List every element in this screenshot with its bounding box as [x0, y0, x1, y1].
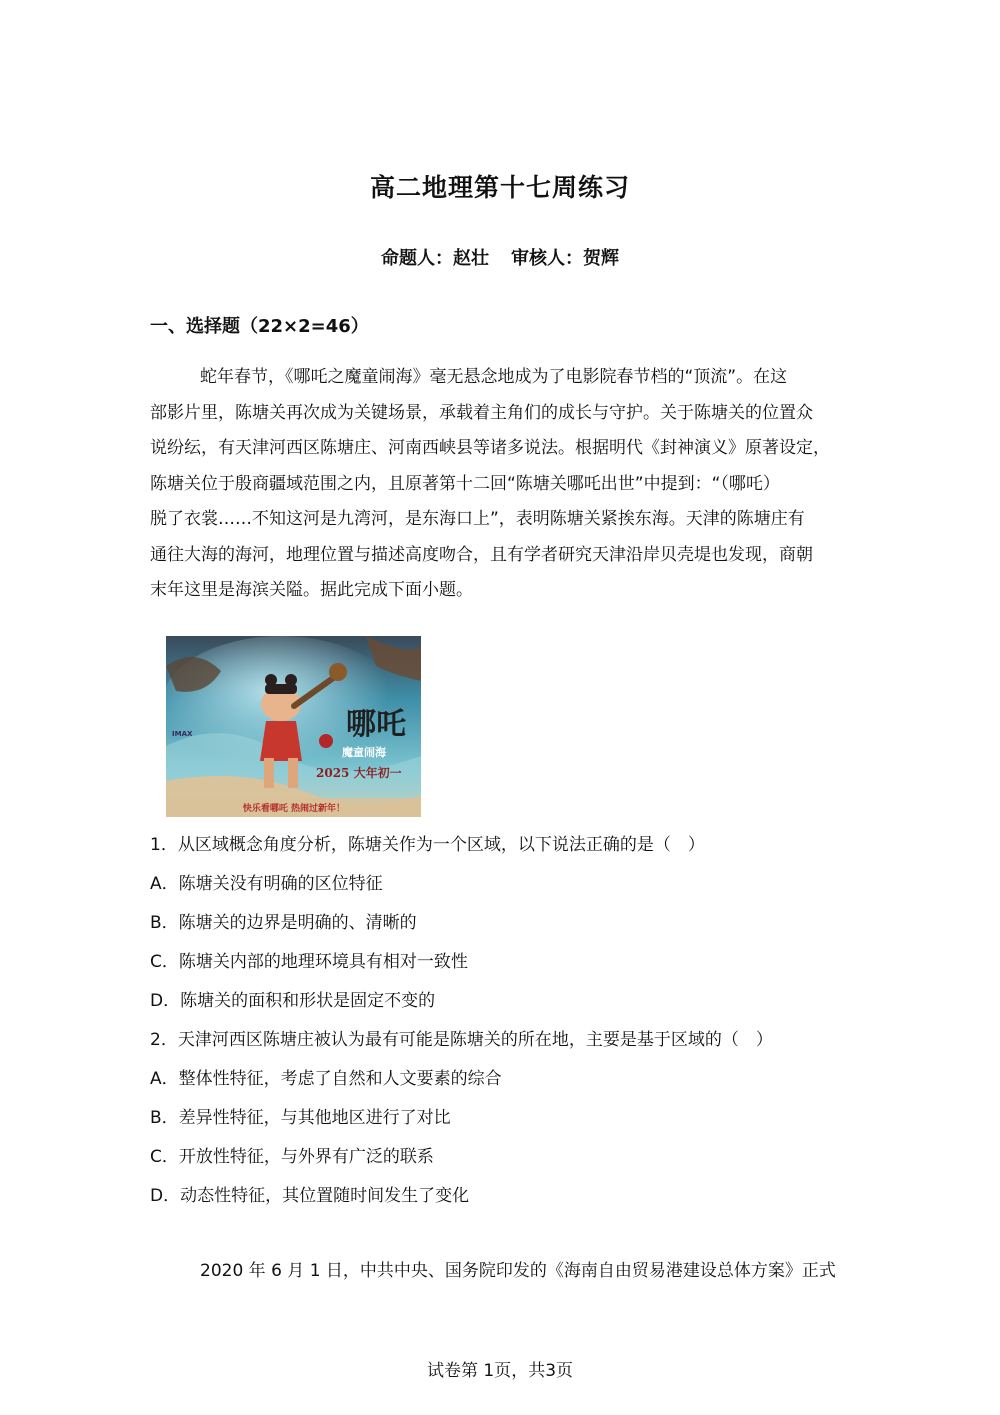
reading-passage-2: [150, 1254, 855, 1290]
question-1-option-a[interactable]: A．陈塘关没有明确的区位特征: [150, 874, 383, 894]
setter-label: 命题人：赵壮: [381, 248, 489, 269]
reading-passage: [150, 360, 855, 609]
passage-line: 末年这里是海滨关隘。据此完成下面小题。: [150, 580, 473, 600]
question-2-option-c[interactable]: C．开放性特征，与外界有广泛的联系: [150, 1147, 434, 1167]
passage-line: 2020 年 6 月 1 日，中共中央、国务院印发的《海南自由贸易港建设总体方案》正式: [200, 1261, 836, 1281]
question-1-option-c[interactable]: C．陈塘关内部的地理环境具有相对一致性: [150, 952, 468, 972]
page-title: 高二地理第十七周练习: [369, 173, 630, 202]
poster-imax-badge: IMAX: [172, 730, 193, 738]
passage-line: 脱了衣裳……不知这河是九湾河，是东海口上”，表明陈塘关紧挨东海。天津的陈塘庄有: [150, 509, 805, 529]
passage-line: 通往大海的海河，地理位置与描述高度吻合，且有学者研究天津沿岸贝壳堤也发现，商朝: [150, 544, 813, 565]
poster-slogan: 快乐看哪吒 热闹过新年！: [242, 804, 346, 814]
question-2-option-b[interactable]: B．差异性特征，与其他地区进行了对比: [150, 1108, 451, 1128]
poster-title: 哪吒: [346, 707, 406, 742]
passage-line: 说纷纭，有天津河西区陈塘庄、河南西峡县等诸多说法。根据明代《封神演义》原著设定，: [150, 438, 830, 458]
question-2-stem: 2．天津河西区陈塘庄被认为最有可能是陈塘关的所在地，主要是基于区域的（ ）: [150, 1030, 773, 1050]
section-heading: 一、选择题（22×2=46）: [150, 316, 369, 337]
passage-line: 陈塘关位于殷商疆域范围之内，且原著第十二回“陈塘关哪吒出世”中提到：“（哪吒）: [150, 473, 780, 494]
question-1-option-b[interactable]: B．陈塘关的边界是明确的、清晰的: [150, 913, 417, 933]
question-1-option-d[interactable]: D．陈塘关的面积和形状是固定不变的: [150, 991, 436, 1011]
question-1-stem: 1．从区域概念角度分析，陈塘关作为一个区域，以下说法正确的是（ ）: [150, 835, 705, 855]
question-2-option-d[interactable]: D．动态性特征，其位置随时间发生了变化: [150, 1186, 470, 1206]
movie-poster-image: [166, 636, 421, 817]
authors-line: [0, 244, 1000, 270]
poster-release-date: 2025 大年初一: [316, 766, 402, 780]
poster-subtitle: 魔童闹海: [342, 746, 386, 759]
passage-line: 部影片里，陈塘关再次成为关键场景，承载着主角们的成长与守护。关于陈塘关的位置众: [150, 402, 813, 423]
reviewer-label: 审核人：贺辉: [511, 248, 619, 269]
passage-line: 蛇年春节，《哪吒之魔童闹海》毫无悬念地成为了电影院春节档的“顶流”。在这: [200, 367, 788, 387]
question-2-option-a[interactable]: A．整体性特征，考虑了自然和人文要素的综合: [150, 1069, 502, 1089]
page-footer: 试卷第 1页，共3页: [426, 1361, 574, 1381]
